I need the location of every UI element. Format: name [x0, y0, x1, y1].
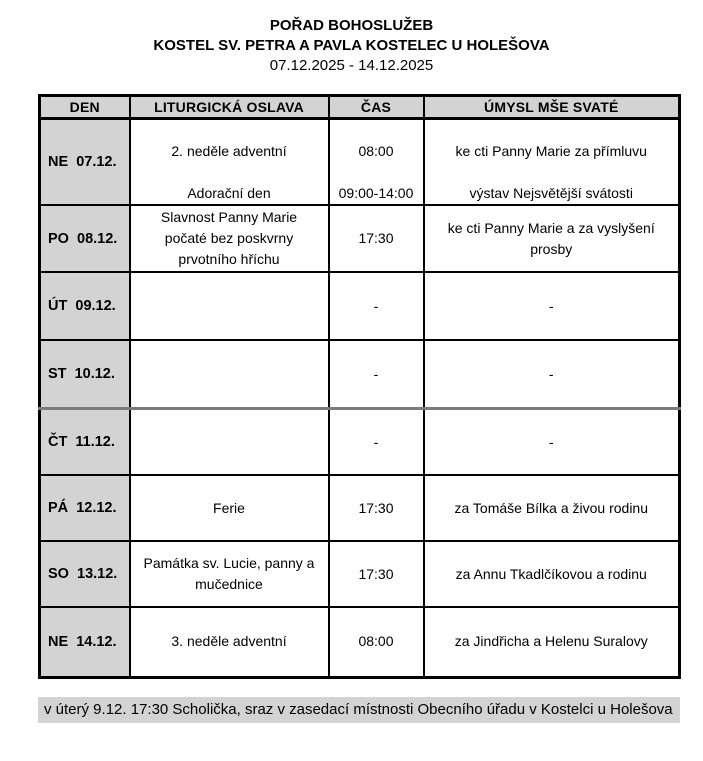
time-entry: 09:00-14:00: [338, 185, 414, 201]
table-row-ne-0712: [40, 119, 680, 206]
day-cell: PÁ 12.12.: [40, 475, 130, 541]
intention-text: za Tomáše Bílka a živou rodinu: [454, 499, 648, 516]
day-cell: SO 13.12.: [40, 541, 130, 607]
time-text: 17:30: [358, 565, 394, 582]
table-row-po-0812: [40, 205, 680, 272]
intention-cell: [424, 205, 680, 272]
time-cell: -: [329, 408, 424, 475]
church-name: KOSTEL SV. PETRA A PAVLA KOSTELEC U HOLEŠOVA: [153, 37, 550, 54]
liturgy-cell: [130, 272, 329, 340]
header-row: [40, 96, 680, 119]
time-cell: [329, 541, 424, 607]
day-cell: PO 08.12.: [40, 205, 130, 272]
liturgy-text: 3. neděle adventní: [171, 633, 287, 650]
footer-note: v úterý 9.12. 17:30 Scholička, sraz v zasedací místnosti Obecního úřadu v Kostelci u Holešova: [38, 697, 680, 723]
intention-cell: [424, 119, 680, 206]
intention-cell: -: [424, 340, 680, 408]
time-text: 17:30: [358, 499, 394, 516]
intention-cell: -: [424, 272, 680, 340]
intention-entry: výstav Nejsvětější svátosti: [469, 185, 633, 201]
liturgy-text: Slavnost Panny Marie počaté bez poskvrny prvotního hříchu: [160, 209, 298, 267]
liturgy-cell: [130, 205, 329, 272]
day-cell: NE 14.12.: [40, 607, 130, 677]
table-row-ut-0912: [40, 272, 680, 340]
time-cell: [329, 607, 424, 677]
liturgy-cell: [130, 475, 329, 541]
header-umysl-mse-svate: ÚMYSL MŠE SVATÉ: [424, 96, 680, 119]
intention-cell: [424, 607, 680, 677]
intention-text: ke cti Panny Marie a za vyslyšení prosby: [447, 219, 655, 257]
page-title: POŘAD BOHOSLUŽEB: [269, 17, 434, 34]
time-spacer: [330, 162, 423, 183]
liturgy-cell: [130, 607, 329, 677]
liturgy-text: Památka sv. Lucie, panny a mučednice: [143, 555, 315, 592]
title-block: [0, 0, 703, 76]
liturgy-cell: [130, 119, 329, 206]
intention-text: za Jindřicha a Helenu Suralovy: [454, 633, 648, 650]
time-cell: [329, 205, 424, 272]
day-cell: ČT 11.12.: [40, 408, 130, 475]
intention-entry: ke cti Panny Marie za přímluvu: [455, 143, 647, 159]
schedule-table: [38, 94, 681, 679]
day-cell: NE 07.12.: [40, 119, 130, 206]
liturgy-cell: [130, 541, 329, 607]
liturgy-cell: [130, 340, 329, 408]
liturgy-entry: Adorační den: [187, 185, 271, 201]
intention-cell: [424, 541, 680, 607]
intention-spacer: [425, 162, 679, 183]
header-liturgicka-oslava: LITURGICKÁ OSLAVA: [130, 96, 329, 119]
table-row-st-1012: [40, 340, 680, 408]
time-cell: -: [329, 272, 424, 340]
time-spacer: [330, 120, 423, 141]
day-cell: ÚT 09.12.: [40, 272, 130, 340]
table-row-pa-1212: [40, 475, 680, 541]
time-cell: [329, 119, 424, 206]
time-text: 17:30: [358, 230, 394, 246]
table-row-ne-1412: [40, 607, 680, 677]
time-cell: -: [329, 340, 424, 408]
time-cell: [329, 475, 424, 541]
day-cell: ST 10.12.: [40, 340, 130, 408]
date-range: 07.12.2025 - 14.12.2025: [269, 57, 434, 74]
intention-cell: -: [424, 408, 680, 475]
time-entry: 08:00: [358, 143, 394, 159]
liturgy-cell: [130, 408, 329, 475]
intention-spacer: [425, 120, 679, 141]
table-row-ct-1112: [40, 408, 680, 475]
liturgy-spacer: [131, 120, 328, 141]
liturgy-text: Ferie: [213, 499, 245, 516]
table-row-so-1312: [40, 541, 680, 607]
intention-text: za Annu Tkadlčíkovou a rodinu: [455, 565, 647, 582]
intention-cell: [424, 475, 680, 541]
liturgy-entry: 2. neděle adventní: [171, 143, 287, 159]
header-cas: ČAS: [329, 96, 424, 119]
time-text: 08:00: [358, 633, 394, 650]
header-den: DEN: [40, 96, 130, 119]
liturgy-spacer: [131, 162, 328, 183]
